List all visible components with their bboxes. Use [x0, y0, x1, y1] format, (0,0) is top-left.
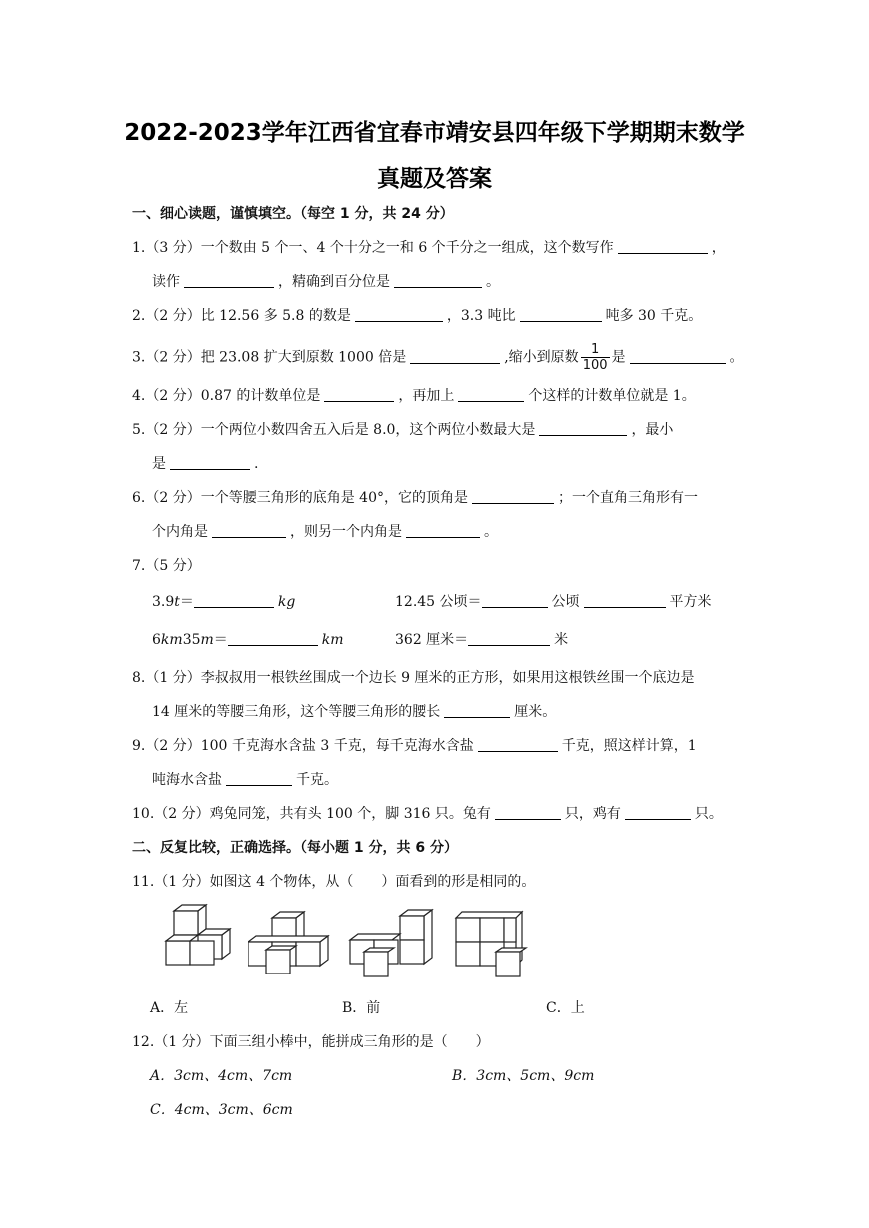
q8-text-b: 14 厘米的等腰三角形，这个等腰三角形的腰长 [152, 704, 441, 720]
question-6 [132, 488, 698, 508]
question-1-cont [152, 272, 500, 292]
q2-text-c: 吨多 30 千克。 [605, 308, 703, 324]
q7-eq: ＝ [213, 632, 228, 648]
q9-text-b: 千克，照这样计算，1 [561, 738, 697, 754]
cube-figure-1-icon [160, 903, 232, 973]
unit-kg: kg [277, 594, 296, 610]
q3-text-a: 3.（2 分）把 23.08 扩大到原数 1000 倍是 [132, 349, 407, 366]
q3-text-d: 。 [729, 349, 744, 366]
q7-text: 3.9 [152, 594, 175, 610]
q6-blank-1[interactable] [472, 489, 554, 504]
question-9-cont [152, 770, 338, 790]
question-12: 12.（1 分）下面三组小棒中，能拼成三角形的是（ ） [132, 1034, 490, 1050]
cube-figure-4-icon [452, 910, 528, 978]
question-9 [132, 736, 697, 756]
unit-km: km [160, 632, 183, 648]
q8-blank-1[interactable] [444, 703, 510, 718]
q7-text: 362 厘米＝ [395, 632, 469, 648]
q3-blank-1[interactable] [410, 349, 500, 364]
q9-blank-2[interactable] [226, 771, 292, 786]
section-2-heading: 二、反复比较，正确选择。（每小题 1 分，共 6 分） [132, 840, 458, 856]
q4-blank-1[interactable] [324, 387, 394, 402]
q7-text: 12.45 公顷＝ [395, 594, 482, 610]
q4-text-c: 个这样的计数单位就是 1。 [528, 388, 696, 404]
q1-blank-1[interactable] [618, 239, 708, 254]
q3-blank-2[interactable] [630, 349, 726, 364]
q9-text-a: 9.（2 分）100 千克海水含盐 3 千克，每千克海水含盐 [132, 738, 474, 754]
q3-text-c: 是 [611, 349, 626, 366]
q10-blank-2[interactable] [625, 805, 691, 820]
unit-t: t [174, 594, 180, 610]
q7-text: 公顷 [551, 594, 580, 610]
q2-text-a: 2.（2 分）比 12.56 多 5.8 的数是 [132, 308, 351, 324]
q7-blank-2[interactable] [482, 593, 548, 608]
q6-text-a: 6.（2 分）一个等腰三角形的底角是 40°，它的顶角是 [132, 490, 468, 506]
q7-eq: ＝ [179, 594, 194, 610]
unit-m: m [200, 632, 214, 648]
question-3 [132, 342, 744, 373]
q7-text: 平方米 [669, 594, 712, 610]
q5-text-d: . [254, 456, 259, 472]
section-1-heading: 一、细心读题，谨慎填空。（每空 1 分，共 24 分） [132, 206, 454, 222]
question-1 [132, 238, 726, 258]
q2-blank-1[interactable] [355, 307, 443, 322]
q7-item-3 [152, 630, 344, 650]
q7-item-1 [152, 592, 295, 612]
q2-blank-2[interactable] [520, 307, 602, 322]
question-10 [132, 804, 723, 824]
q7-blank-5[interactable] [468, 631, 550, 646]
question-8-cont [152, 702, 556, 722]
q1-blank-2[interactable] [184, 273, 274, 288]
q1-text-d: ，精确到百分位是 [278, 274, 390, 290]
title-line-1: 2022-2023学年江西省宜春市靖安县四年级下学期期末数学 [124, 120, 745, 146]
cube-figure-2-icon [248, 910, 332, 974]
q7-blank-4[interactable] [228, 631, 318, 646]
q12-option-a[interactable]: A．3cm、4cm、7cm [150, 1068, 293, 1084]
q6-blank-2[interactable] [212, 523, 286, 538]
q10-text-a: 10.（2 分）鸡兔同笼，共有头 100 个，脚 316 只。兔有 [132, 806, 491, 822]
q5-blank-2[interactable] [170, 455, 250, 470]
q9-text-c: 吨海水含盐 [152, 772, 222, 788]
q1-text-c: 读作 [152, 274, 180, 290]
q10-text-b: 只，鸡有 [564, 806, 621, 822]
q11-option-c[interactable]: C．上 [546, 1000, 585, 1016]
q8-text-c: 厘米。 [514, 704, 557, 720]
q5-text-a: 5.（2 分）一个两位小数四舍五入后是 8.0，这个两位小数最大是 [132, 422, 536, 438]
q11-option-b[interactable]: B．前 [342, 1000, 381, 1016]
q7-text: 米 [554, 632, 569, 648]
q6-text-d: ，则另一个内角是 [290, 524, 402, 540]
q7-blank-1[interactable] [194, 593, 274, 608]
q6-text-e: 。 [484, 524, 498, 540]
question-7-head: 7.（5 分） [132, 558, 201, 574]
question-4 [132, 386, 696, 406]
q4-text-a: 4.（2 分）0.87 的计数单位是 [132, 388, 321, 404]
q11-option-a[interactable]: A．左 [150, 1000, 189, 1016]
q1-text-a: 1.（3 分）一个数由 5 个一、4 个十分之一和 6 个千分之一组成，这个数写作 [132, 240, 614, 256]
q9-blank-1[interactable] [478, 737, 558, 752]
q12-option-c[interactable]: C．4cm、3cm、6cm [150, 1102, 293, 1118]
q1-blank-3[interactable] [394, 273, 482, 288]
q1-text-e: 。 [486, 274, 500, 290]
q3-text-b: ,缩小到原数 [504, 349, 579, 366]
q7-blank-3[interactable] [584, 593, 666, 608]
q5-blank-1[interactable] [539, 421, 627, 436]
question-5 [132, 420, 673, 440]
question-8: 8.（1 分）李叔叔用一根铁丝围成一个边长 9 厘米的正方形，如果用这根铁丝围一个底边是 [132, 670, 695, 686]
q2-text-b: ，3.3 吨比 [446, 308, 516, 324]
cube-figure-3-icon [346, 908, 436, 978]
fraction-denominator: 100 [582, 358, 608, 373]
q7-text: 35 [182, 632, 201, 648]
q7-text: 6 [152, 632, 161, 648]
q4-blank-2[interactable] [458, 387, 524, 402]
q10-blank-1[interactable] [495, 805, 561, 820]
q6-text-b: ；一个直角三角形有一 [557, 490, 698, 506]
q7-item-2 [395, 592, 712, 612]
unit-km: km [321, 632, 344, 648]
question-6-cont [152, 522, 498, 542]
q7-item-4 [395, 630, 568, 650]
fraction-numerator: 1 [581, 342, 610, 358]
q9-text-d: 千克。 [296, 772, 338, 788]
question-11: 11.（1 分）如图这 4 个物体，从（ ）面看到的形是相同的。 [132, 874, 536, 890]
q6-blank-3[interactable] [406, 523, 480, 538]
q4-text-b: ，再加上 [398, 388, 455, 404]
q5-text-c: 是 [152, 456, 166, 472]
question-2 [132, 306, 702, 326]
q3-fraction [581, 342, 610, 373]
q12-option-b[interactable]: B．3cm、5cm、9cm [452, 1068, 595, 1084]
title-line-2: 真题及答案 [377, 166, 492, 192]
q5-text-b: ，最小 [631, 422, 674, 438]
q6-text-c: 个内角是 [152, 524, 208, 540]
q1-text-b: ， [711, 240, 726, 256]
question-5-cont [152, 454, 258, 474]
q10-text-c: 只。 [694, 806, 723, 822]
